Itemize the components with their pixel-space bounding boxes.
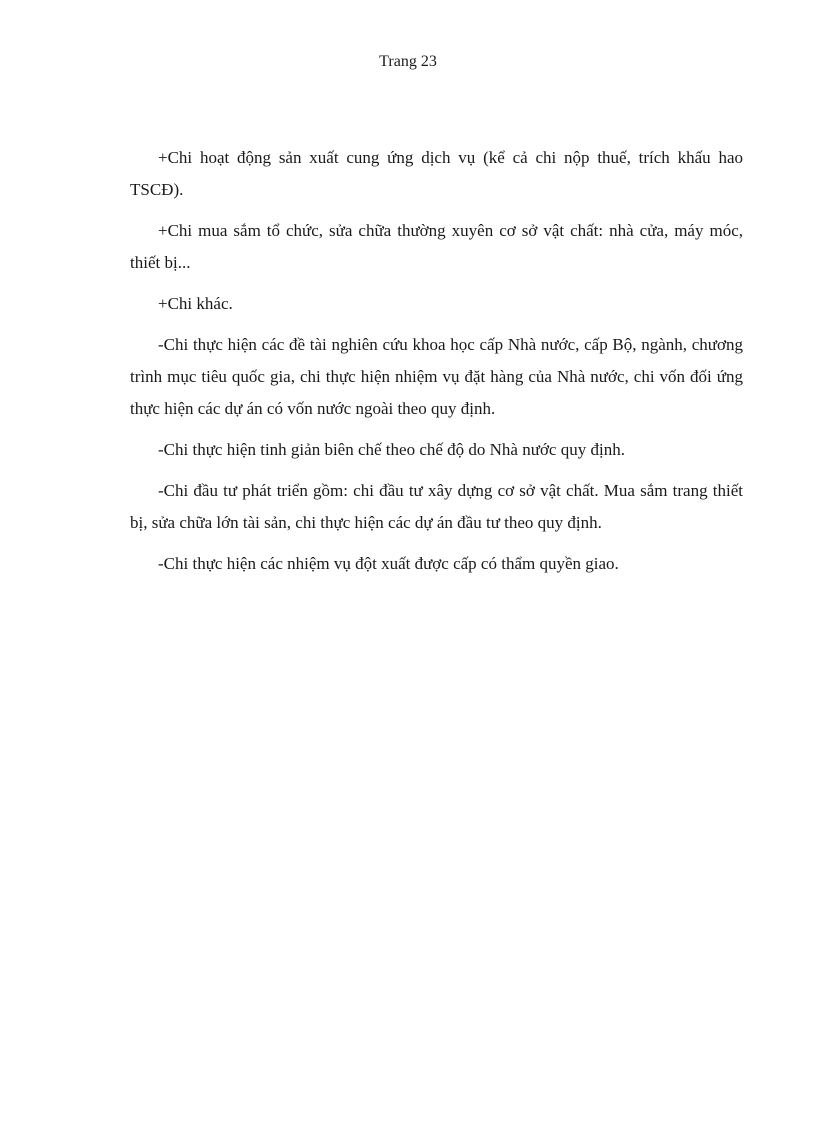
page-number: Trang 23: [379, 53, 437, 70]
paragraph-staff-streamlining: -Chi thực hiện tinh giản biên chế theo chế độ do Nhà nước quy định.: [158, 440, 625, 459]
paragraph-service-expenses: +Chi hoạt động sản xuất cung ứng dịch vụ (kể cả chi nộp thuế, trích khấu hao TSCĐ).: [130, 148, 743, 199]
paragraph-development-investment: -Chi đầu tư phát triển gồm: chi đầu tư xây dựng cơ sở vật chất. Mua sắm trang thiết bị, sửa chữa lớn tài sản, chi thực hiện các dự án đầu tư theo quy định.: [130, 481, 743, 532]
paragraph-unexpected-tasks: -Chi thực hiện các nhiệm vụ đột xuất được cấp có thẩm quyền giao.: [158, 554, 619, 573]
paragraph-other-expenses: +Chi khác.: [158, 294, 233, 313]
document-body: [130, 142, 743, 589]
paragraph-procurement-repair: +Chi mua sắm tổ chức, sửa chữa thường xuyên cơ sở vật chất: nhà cửa, máy móc, thiết bị...: [130, 221, 743, 272]
paragraph-research-projects: -Chi thực hiện các đề tài nghiên cứu khoa học cấp Nhà nước, cấp Bộ, ngành, chương trình mục tiêu quốc gia, chi thực hiện nhiệm vụ đặt hàng của Nhà nước, chi vốn đối ứng thực hiện các dự án có vốn nước ngoài theo quy định.: [130, 335, 743, 418]
